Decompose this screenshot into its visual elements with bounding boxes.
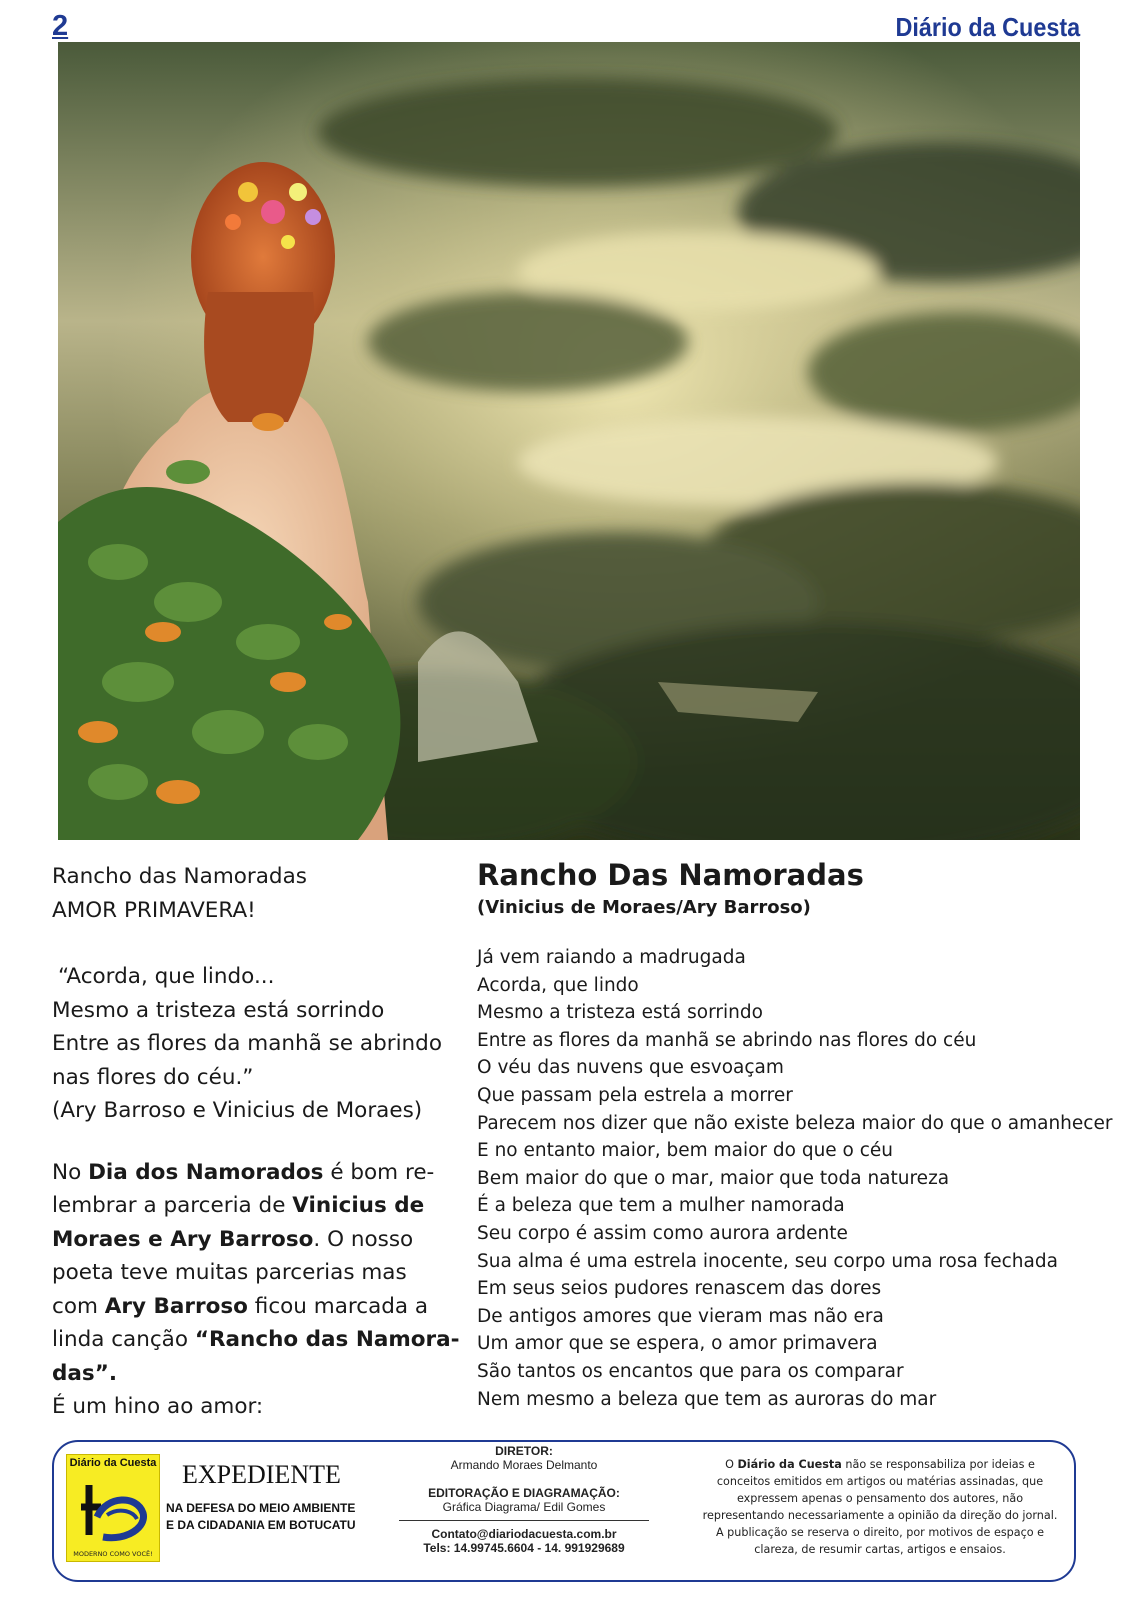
quote-line: Entre as flores da manhã se abrindo <box>52 1031 442 1056</box>
expediente-title: EXPEDIENTE <box>182 1460 341 1489</box>
lyric-line: Já vem raiando a madrugada <box>477 947 746 968</box>
page-number: 2 <box>52 10 69 42</box>
contact-phones: Tels: 14.99745.6604 - 14. 991929689 <box>423 1541 625 1555</box>
newspaper-logo <box>66 1454 160 1562</box>
lyric-line: Que passam pela estrela a morrer <box>477 1084 793 1106</box>
logo-name: Diário da Cuesta <box>69 1457 157 1469</box>
disclaimer-text: O Diário da Cuesta não se responsabiliza por ideias e conceitos emitidos em artigos ou matérias assinadas, que expressem apenas o pensamento dos autores, não representando necessariamente a opinião da direção do jornal. A publicação se reserva o direito, por motivos de espaço e clareza, de resumir cartas, artigos e ensaios. <box>702 1458 1058 1556</box>
expediente-subtitle: NA DEFESA DO MEIO AMBIENTE E DA CIDADANIA EM BOTUCATU <box>166 1501 356 1532</box>
song-lyrics <box>477 944 1112 1413</box>
divider <box>399 1520 649 1521</box>
contact-email: Contato@diariodacuesta.com.br <box>431 1527 617 1541</box>
editing-label: EDITORAÇÃO E DIAGRAMAÇÃO: <box>428 1486 620 1500</box>
quote-line: Mesmo a tristeza está sorrindo <box>52 997 385 1023</box>
lyric-line: De antigos amores que vieram mas não era <box>477 1305 884 1327</box>
lyric-line: Bem maior do que o mar, maior que toda natureza <box>477 1167 950 1189</box>
intro-column <box>52 860 462 1424</box>
intro-subtitle: AMOR PRIMAVERA! <box>52 897 256 923</box>
lyric-line: Nem mesmo a beleza que tem as auroras do mar <box>477 1388 937 1410</box>
hero-image <box>58 42 1080 840</box>
intro-paragraph-line: com Ary Barroso ficou marcada a <box>52 1293 429 1319</box>
lyric-line: Sua alma é uma estrela inocente, seu corpo uma rosa fechada <box>477 1250 1058 1272</box>
quote-attribution: (Ary Barroso e Vinicius de Moraes) <box>52 1098 423 1123</box>
lyric-line: Entre as flores da manhã se abrindo nas flores do céu <box>477 1029 977 1051</box>
lyric-line: Acorda, que lindo <box>477 974 639 996</box>
intro-paragraph-line: Moraes e Ary Barroso. O nosso <box>52 1226 414 1252</box>
quote-line: nas flores do céu.” <box>52 1064 254 1090</box>
intro-paragraph-line: das”. <box>52 1360 117 1386</box>
expediente-box <box>52 1440 1076 1582</box>
intro-title: Rancho das Namoradas <box>52 864 307 889</box>
staff-info <box>394 1444 654 1555</box>
lyric-line: E no entanto maior, bem maior do que o céu <box>477 1140 894 1162</box>
lyric-line: É a beleza que tem a mulher namorada <box>477 1195 845 1217</box>
quote-line: “Acorda, que lindo... <box>58 964 275 989</box>
masthead-title: Diário da Cuesta <box>895 12 1080 42</box>
lyric-line: Seu corpo é assim como aurora ardente <box>477 1222 848 1244</box>
intro-paragraph-line: linda canção “Rancho das Namora- <box>52 1327 460 1352</box>
lyric-line: Um amor que se espera, o amor primavera <box>477 1333 878 1355</box>
intro-paragraph-line: É um hino ao amor: <box>52 1394 264 1419</box>
song-title: Rancho Das Namoradas <box>477 858 864 892</box>
song-authors: (Vinicius de Moraes/Ary Barroso) <box>477 897 811 918</box>
editing-value: Gráfica Diagrama/ Edil Gomes <box>442 1500 606 1514</box>
lyric-line: O véu das nuvens que esvoaçam <box>477 1057 784 1079</box>
director-label: DIRETOR: <box>495 1444 553 1458</box>
intro-paragraph-line: No Dia dos Namorados é bom re- <box>52 1159 435 1185</box>
intro-paragraph-line: lembrar a parceria de Vinicius de <box>52 1193 425 1218</box>
logo-tagline: MODERNO COMO VOCÊ! <box>73 1550 153 1558</box>
logo-mark-icon <box>67 1455 159 1561</box>
intro-paragraph-line: poeta teve muitas parcerias mas <box>52 1260 407 1285</box>
lyric-line: Mesmo a tristeza está sorrindo <box>477 1002 763 1024</box>
director-name: Armando Moraes Delmanto <box>450 1458 598 1472</box>
lyric-line: São tantos os encantos que para os comparar <box>477 1360 904 1382</box>
lyric-line: Parecem nos dizer que não existe beleza maior do que o amanhecer <box>477 1112 1113 1134</box>
lyric-line: Em seus seios pudores renascem das dores <box>477 1278 882 1300</box>
